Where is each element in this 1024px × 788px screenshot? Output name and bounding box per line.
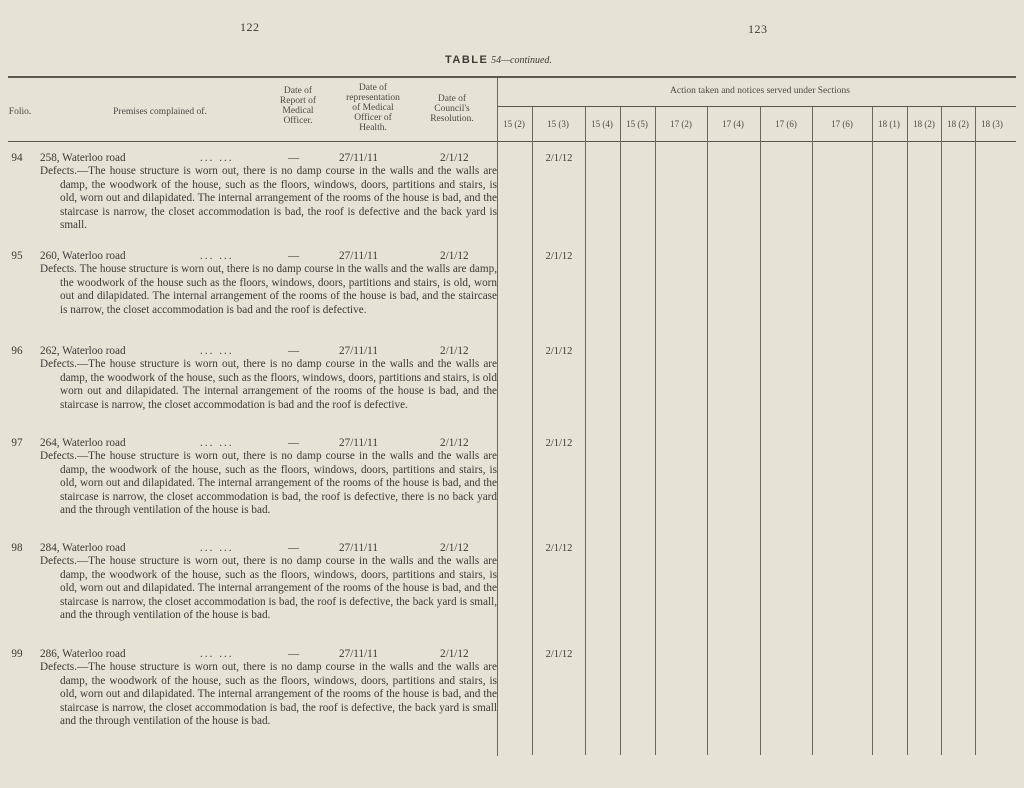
leader-dots: ... ... <box>200 648 234 660</box>
sections-rule <box>497 106 1016 107</box>
action-15-3-date: 2/1/12 <box>545 543 573 554</box>
defects-description: Defects.—The house structure is worn out, there is no damp course in the walls and the walls are damp, the woodwork of the house, such as the floors, windows, doors, partitions and stairs, is old worn out and dilapidated. The internal arrangement of the rooms of the house is bad, and the staircase is narrow, the closet accommodation is bad and the roof is defective. <box>40 358 497 411</box>
premises-address: 264, Waterloo road <box>40 437 126 449</box>
premises-address: 258, Waterloo road <box>40 152 126 164</box>
representation-date: 27/11/11 <box>339 648 378 660</box>
folio-number: 97 <box>11 437 23 449</box>
defects-description: Defects.—The house structure is worn out, there is no damp course in the walls and the walls are damp, the woodwork of the house, such as the floors, windows, doors, partitions and stairs, is old, worn out and dilapidated. The internal arrangement of the rooms of the house is bad, and the staircase is narrow, the closet accommodation is bad, the roof is defective and the back yard is small. <box>40 165 497 232</box>
column-divider <box>585 107 586 755</box>
report-date-dash: — <box>288 542 300 554</box>
report-date-dash: — <box>288 250 300 262</box>
column-divider <box>941 107 942 755</box>
report-date-dash: — <box>288 152 300 164</box>
action-15-3-date: 2/1/12 <box>545 153 573 164</box>
column-divider <box>907 107 908 755</box>
column-divider <box>655 107 656 755</box>
representation-date: 27/11/11 <box>339 345 378 357</box>
section-header: 18 (1) <box>878 119 900 129</box>
leader-dots: ... ... <box>200 152 234 164</box>
action-15-3-date: 2/1/12 <box>545 438 573 449</box>
column-divider <box>812 107 813 755</box>
resolution-date: 2/1/12 <box>440 542 469 554</box>
premises-address: 286, Waterloo road <box>40 648 126 660</box>
action-15-3-date: 2/1/12 <box>545 251 573 262</box>
folio-number: 94 <box>11 152 23 164</box>
leader-dots: ... ... <box>200 437 234 449</box>
section-header: 17 (6) <box>831 119 853 129</box>
defects-description: Defects. The house structure is worn out, there is no damp course in the walls and the walls are damp, the woodwork of the house such as the floors, windows, doors, partitions and stairs, is old, worn out and dilapidated. The internal arrangement of the rooms of the house is bad, and the staircase is narrow, the closet accommodation is bad and the roof is defective. <box>40 263 497 316</box>
report-date-dash: — <box>288 345 300 357</box>
report-date-dash: — <box>288 437 300 449</box>
leader-dots: ... ... <box>200 345 234 357</box>
section-header: 15 (3) <box>547 119 569 129</box>
leader-dots: ... ... <box>200 250 234 262</box>
folio-number: 99 <box>11 648 23 660</box>
column-divider <box>707 107 708 755</box>
resolution-date: 2/1/12 <box>440 250 469 262</box>
header-action: Action taken and notices served under Sections <box>670 86 850 96</box>
column-divider <box>497 78 498 756</box>
leader-dots: ... ... <box>200 542 234 554</box>
folio-number: 95 <box>11 250 23 262</box>
column-divider <box>532 107 533 755</box>
table-number: 54—continued. <box>491 55 552 66</box>
representation-date: 27/11/11 <box>339 152 378 164</box>
premises-address: 260, Waterloo road <box>40 250 126 262</box>
defects-description: Defects.—The house structure is worn out, there is no damp course in the walls and the walls are damp, the woodwork of the house, such as the floors, windows, doors, partitions and stairs, is old, worn out and dilapidated. The internal arrangement of the rooms of the house is bad, and the staircase is narrow, the closet accommodation is bad, the roof is defective, there is no back yard and the through ventilation of the house is bad. <box>40 450 497 517</box>
section-header: 17 (2) <box>670 119 692 129</box>
header-folio: Folio. <box>8 107 32 117</box>
action-15-3-date: 2/1/12 <box>545 346 573 357</box>
premises-address: 284, Waterloo road <box>40 542 126 554</box>
table-title <box>445 54 552 66</box>
section-header: 17 (6) <box>775 119 797 129</box>
representation-date: 27/11/11 <box>339 437 378 449</box>
resolution-date: 2/1/12 <box>440 648 469 660</box>
header-date-resolution: Date of Council's Resolution. <box>430 94 474 124</box>
column-divider <box>975 107 976 755</box>
page-number-left: 122 <box>240 20 260 34</box>
section-header: 18 (2) <box>913 119 935 129</box>
representation-date: 27/11/11 <box>339 250 378 262</box>
header-top-rule <box>8 76 1016 78</box>
column-divider <box>620 107 621 755</box>
folio-number: 98 <box>11 542 23 554</box>
section-header: 18 (2) <box>947 119 969 129</box>
representation-date: 27/11/11 <box>339 542 378 554</box>
resolution-date: 2/1/12 <box>440 152 469 164</box>
action-15-3-date: 2/1/12 <box>545 649 573 660</box>
section-header: 15 (5) <box>626 119 648 129</box>
section-header: 15 (4) <box>591 119 613 129</box>
report-date-dash: — <box>288 648 300 660</box>
section-header: 17 (4) <box>722 119 744 129</box>
premises-address: 262, Waterloo road <box>40 345 126 357</box>
defects-description: Defects.—The house structure is worn out, there is no damp course in the walls and the walls are damp, the woodwork of the house, such as the floors, windows, doors, partitions and stairs, is old, worn out and dilapidated. The internal arrangement of the rooms of the house is bad, and the staircase is narrow, the closet accommodation is bad, the roof is defective, the back yard is small and the through ventilation of the house is bad. <box>40 661 497 728</box>
page-number-right: 123 <box>748 22 768 36</box>
resolution-date: 2/1/12 <box>440 345 469 357</box>
table-label: TABLE <box>445 54 489 66</box>
header-date-representation: Date of representation of Medical Officer of Health. <box>346 83 400 133</box>
folio-number: 96 <box>11 345 23 357</box>
header-bottom-rule <box>8 141 1016 142</box>
defects-description: Defects.—The house structure is worn out, there is no damp course in the walls and the walls are damp, the woodwork of the house, such as the floors, windows, doors, partitions and stairs, is old, worn out and dilapidated. The internal arrangement of the rooms of the house is bad, and the staircase is narrow, the closet accommodation is bad, the roof is defective, the back yard is small, and the through ventilation of the house is bad. <box>40 555 497 622</box>
section-header: 18 (3) <box>981 119 1003 129</box>
header-premises: Premises complained of. <box>113 107 207 117</box>
column-divider <box>760 107 761 755</box>
resolution-date: 2/1/12 <box>440 437 469 449</box>
header-date-report: Date of Report of Medical Officer. <box>279 86 317 126</box>
column-divider <box>872 107 873 755</box>
section-header: 15 (2) <box>503 119 525 129</box>
